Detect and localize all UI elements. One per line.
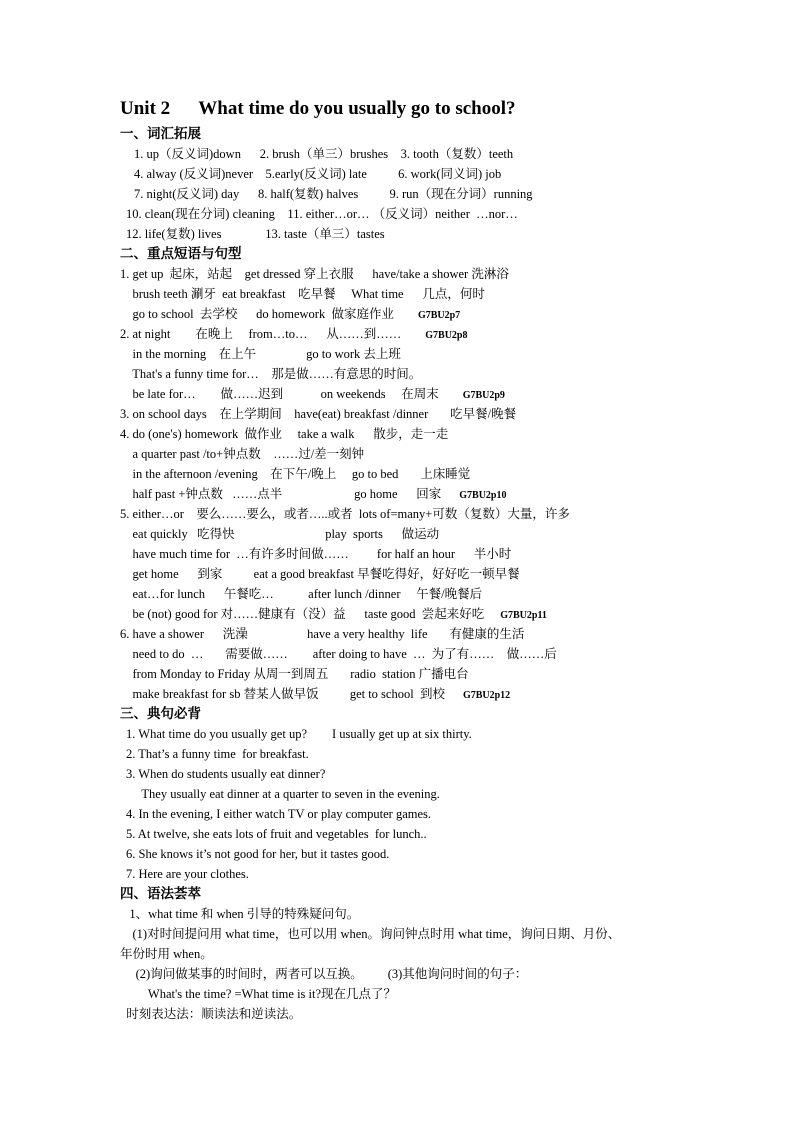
- page-ref: G7BU2p8: [425, 330, 468, 341]
- vocab-line: 7. night(反义词) day 8. half(复数) halves 9. run（现在分词）running: [134, 187, 533, 201]
- section-heading-phrases: 二、重点短语与句型: [120, 246, 242, 261]
- sentence-line: 1. What time do you usually get up? I usually get up at six thirty.: [126, 727, 472, 741]
- sentence-line: 7. Here are your clothes.: [126, 867, 249, 881]
- sentence-line: They usually eat dinner at a quarter to seven in the evening.: [126, 787, 440, 801]
- section-heading-sentences: 三、典句必背: [120, 706, 201, 721]
- sentence-line: 5. At twelve, she eats lots of fruit and vegetables for lunch..: [126, 827, 427, 841]
- phrase-line: be (not) good for 对……健康有（没）益 taste good 尝起来好吃 G7BU2p11: [120, 607, 547, 621]
- phrase-line: get home 到家 eat a good breakfast 早餐吃得好，好好吃一顿早餐: [120, 567, 520, 581]
- grammar-line: 年份时用 when。: [120, 947, 213, 961]
- page-ref: G7BU2p11: [500, 610, 547, 621]
- phrase-line: in the morning 在上午 go to work 去上班: [120, 347, 401, 361]
- section-heading-vocab: 一、词汇拓展: [120, 126, 201, 141]
- phrase-line: need to do … 需要做…… after doing to have … 为了有…… 做……后: [120, 647, 557, 661]
- vocab-line: 12. life(复数) lives 13. taste（单三）tastes: [126, 227, 385, 241]
- phrase-line: brush teeth 涮牙 eat breakfast 吃早餐 What time 几点，何时: [120, 287, 485, 301]
- section-heading-grammar: 四、语法荟萃: [120, 886, 201, 901]
- page-ref: G7BU2p12: [462, 690, 511, 701]
- page-ref: G7BU2p7: [417, 310, 461, 321]
- phrase-line: make breakfast for sb 替某人做早饭 get to school 到校 G7BU2p12: [120, 687, 511, 701]
- phrase-line: 1. get up 起床，站起 get dressed 穿上衣服 have/take a shower 洗淋浴: [120, 267, 509, 281]
- phrase-line: be late for… 做……迟到 on weekends 在周末 G7BU2p9: [120, 387, 505, 401]
- vocab-line: 10. clean(现在分词) cleaning 11. either…or… （反义词）neither …nor…: [126, 207, 518, 221]
- phrase-line: a quarter past /to+钟点数 ……过/差一刻钟: [120, 447, 365, 461]
- vocab-line: 1. up（反义词)down 2. brush（单三）brushes 3. tooth（复数）teeth: [134, 147, 514, 161]
- phrase-line: 5. either…or 要么……要么，或者…..或者 lots of=many+可数（复数）大量，许多: [120, 507, 570, 521]
- phrase-line: 6. have a shower 洗澡 have a very healthy life 有健康的生活: [120, 627, 525, 641]
- grammar-line: 时刻表达法：顺读法和逆读法。: [120, 1007, 302, 1021]
- phrase-line: eat…for lunch 午餐吃… after lunch /dinner 午餐/晚餐后: [120, 587, 483, 601]
- phrase-line: half past +钟点数 ……点半 go home 回家 G7BU2p10: [120, 487, 507, 501]
- phrase-line: from Monday to Friday 从周一到周五 radio station 广播电台: [120, 667, 469, 681]
- vocab-line: 4. alway (反义词)never 5.early(反义词) late 6. work(同义词) job: [134, 167, 502, 181]
- sentence-line: 2. That’s a funny time for breakfast.: [126, 747, 309, 761]
- sentence-line: 4. In the evening, I either watch TV or play computer games.: [126, 807, 431, 821]
- page-title: Unit 2 What time do you usually go to school?: [120, 98, 516, 119]
- phrase-line: 4. do (one's) homework 做作业 take a walk 散步，走一走: [120, 427, 449, 441]
- phrase-line: have much time for …有许多时间做…… for half an hour 半小时: [120, 547, 512, 561]
- phrase-line: eat quickly 吃得快 play sports 做运动: [120, 527, 440, 541]
- phrase-line: in the afternoon /evening 在下午/晚上 go to bed 上床睡觉: [120, 467, 471, 481]
- page-ref: G7BU2p10: [459, 490, 507, 501]
- phrase-line: 3. on school days 在上学期间 have(eat) breakfast /dinner 吃早餐/晚餐: [120, 407, 517, 421]
- phrase-line: go to school 去学校 do homework 做家庭作业 G7BU2p7: [120, 307, 461, 321]
- page-ref: G7BU2p9: [462, 390, 505, 401]
- phrase-line: 2. at night 在晚上 from…to… 从……到…… G7BU2p8: [120, 327, 468, 341]
- grammar-line: 1、what time 和 when 引导的特殊疑问句。: [120, 907, 360, 921]
- grammar-line: What's the time? =What time is it?现在几点了？: [120, 987, 397, 1001]
- grammar-line: (1)对时间提问用 what time，也可以用 when。询问钟点时用 what time，询问日期、月份、: [120, 927, 621, 941]
- sentence-line: 3. When do students usually eat dinner?: [126, 767, 326, 781]
- sentence-line: 6. She knows it’s not good for her, but it tastes good.: [126, 847, 390, 861]
- grammar-line: (2)询问做某事的时间时，两者可以互换。 (3)其他询问时间的句子：: [120, 967, 528, 981]
- phrase-line: That's a funny time for… 那是做……有意思的时间。: [120, 367, 422, 381]
